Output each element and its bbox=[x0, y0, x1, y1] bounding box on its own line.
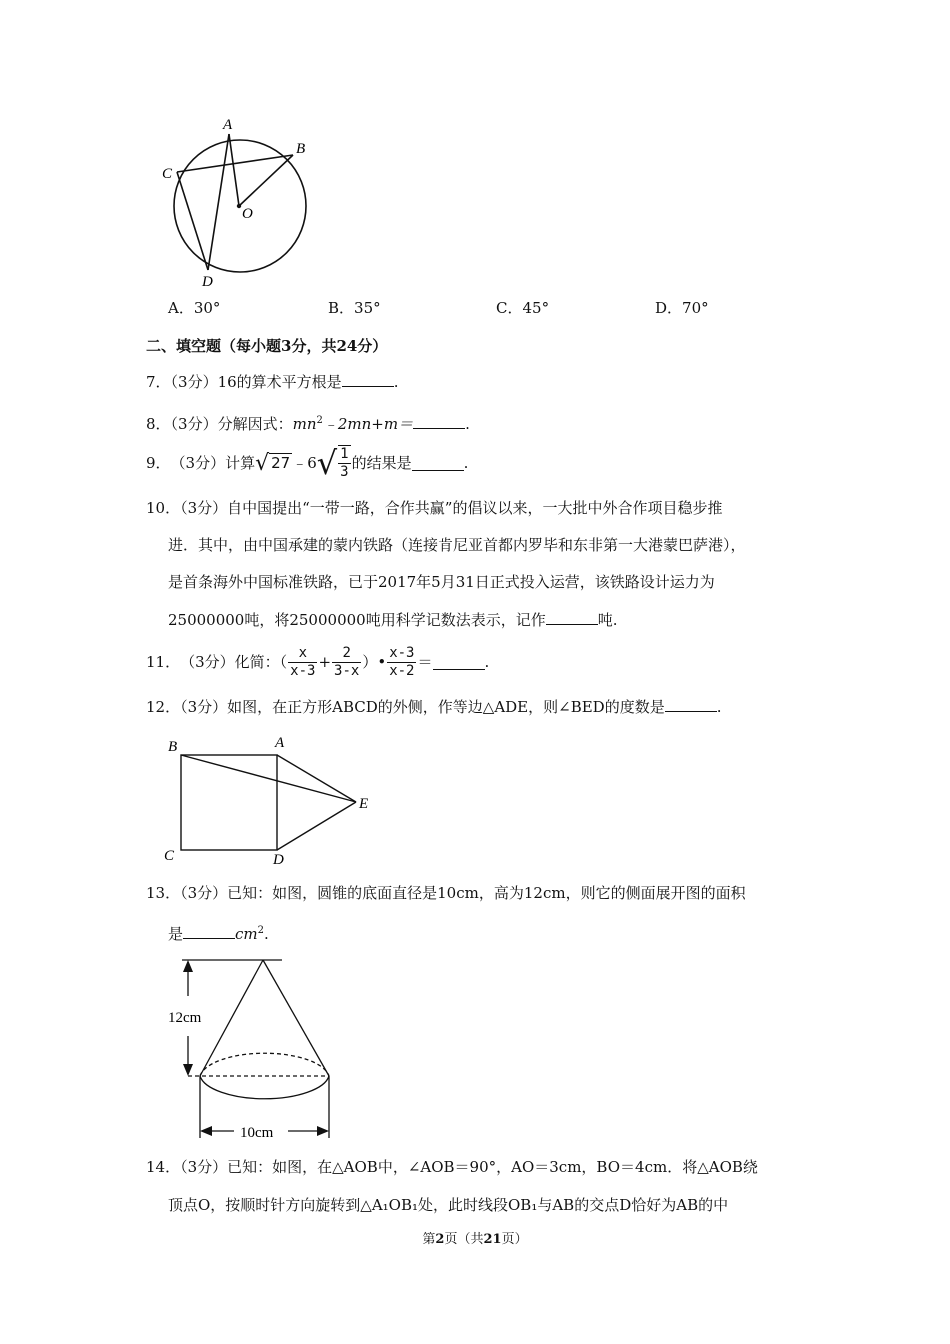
label-D: D bbox=[273, 852, 284, 868]
section-heading: 二、填空题（每小题3分，共24分） bbox=[146, 337, 388, 355]
answer-blank[interactable] bbox=[546, 610, 598, 625]
label-A: A bbox=[275, 735, 285, 751]
question-14-line-1: 14．（3分）已知：如图，在△AOB中，∠AOB＝90°，AO＝3cm，BO＝4cm．将△AOB绕 bbox=[146, 1158, 758, 1176]
sqrt-one-third: √ $\frac{1}{3}$ bbox=[316, 444, 349, 482]
question-7: 7．（3分）16的算术平方根是 . bbox=[146, 373, 399, 391]
fraction-3: $\frac{x-3}{x-2}$ bbox=[389, 644, 415, 679]
arrowhead-up bbox=[183, 960, 193, 972]
answer-blank[interactable] bbox=[433, 655, 485, 670]
circle-figure bbox=[150, 110, 320, 295]
segment-OB bbox=[239, 155, 293, 206]
cone-figure bbox=[160, 950, 360, 1145]
center-point bbox=[237, 204, 241, 208]
square-figure bbox=[160, 730, 380, 870]
label-B: B bbox=[296, 141, 306, 157]
height-label: 12cm bbox=[168, 1010, 202, 1026]
question-13-line-1: 13．（3分）已知：如图，圆锥的底面直径是10cm，高为12cm，则它的侧面展开图的面积 bbox=[146, 884, 746, 902]
label-A: A bbox=[223, 117, 233, 133]
page-footer: 第2页（共21页） bbox=[422, 1232, 528, 1247]
square-ABCD bbox=[181, 755, 277, 850]
question-11: 11． （3分） 化简：（ $\frac{x}{x-3}$ + $\frac{2}{3-x}$ ）• $\frac{x-3}{x-2}$ ＝ . bbox=[146, 644, 490, 679]
arrowhead-left bbox=[200, 1126, 212, 1136]
choice-a: A．30° bbox=[168, 299, 221, 317]
cone-left-edge bbox=[200, 960, 263, 1076]
segment-AE bbox=[277, 755, 356, 802]
label-C: C bbox=[164, 848, 175, 864]
segment-BE bbox=[181, 755, 356, 802]
answer-blank[interactable] bbox=[412, 456, 464, 471]
segment-CD bbox=[177, 172, 208, 270]
arrowhead-right bbox=[317, 1126, 329, 1136]
choice-c: C．45° bbox=[496, 299, 550, 317]
question-10-line-4: 25000000吨，将25000000吨用科学记数法表示，记作 吨. bbox=[168, 611, 618, 629]
segment-AO bbox=[229, 134, 239, 206]
base-front-arc bbox=[200, 1076, 329, 1099]
segment-AD bbox=[208, 134, 229, 270]
question-9: 9． （3分） 计算 √ 27 ﹣6 √ $\frac{1}{3}$ 的结果是 . bbox=[146, 444, 469, 482]
choice-b: B．35° bbox=[328, 299, 381, 317]
label-D: D bbox=[202, 274, 213, 290]
arrowhead-down bbox=[183, 1064, 193, 1076]
question-10-line-3: 是首条海外中国标准铁路，已于2017年5月31日正式投入运营，该铁路设计运力为 bbox=[168, 573, 715, 591]
question-14-line-2: 顶点O，按顺时针方向旋转到△A₁OB₁处，此时线段OB₁与AB的交点D恰好为AB的中 bbox=[168, 1196, 729, 1214]
question-12: 12．（3分）如图，在正方形ABCD的外侧，作等边△ADE，则∠BED的度数是 . bbox=[146, 698, 722, 716]
diameter-label: 10cm bbox=[240, 1125, 274, 1141]
question-10-line-2: 进．其中，由中国承建的蒙内铁路（连接肯尼亚首都内罗毕和东非第一大港蒙巴萨港）， bbox=[168, 536, 746, 554]
answer-blank[interactable] bbox=[665, 697, 717, 712]
answer-blank[interactable] bbox=[183, 924, 235, 939]
label-E: E bbox=[359, 796, 369, 812]
question-10-line-1: 10．（3分）自中国提出“一带一路，合作共赢”的倡议以来，一大批中外合作项目稳步推 bbox=[146, 499, 723, 517]
answer-blank[interactable] bbox=[342, 372, 394, 387]
answer-blank[interactable] bbox=[413, 414, 465, 429]
choice-d: D．70° bbox=[655, 299, 709, 317]
label-C: C bbox=[162, 166, 173, 182]
label-O: O bbox=[242, 206, 253, 222]
sqrt-27: √ 27 bbox=[255, 450, 291, 476]
question-13-line-2: 是 $cm^2$. bbox=[168, 925, 269, 943]
segment-DE bbox=[277, 802, 356, 850]
label-B: B bbox=[168, 739, 178, 755]
cone-right-edge bbox=[263, 960, 329, 1076]
fraction-1: $\frac{x}{x-3}$ bbox=[290, 644, 316, 679]
question-8: 8．（3分）分解因式：$mn^2﹣2mn+m=$ . bbox=[146, 415, 470, 433]
fraction-2: $\frac{2}{3-x}$ bbox=[334, 644, 360, 679]
base-back-arc bbox=[200, 1053, 329, 1076]
